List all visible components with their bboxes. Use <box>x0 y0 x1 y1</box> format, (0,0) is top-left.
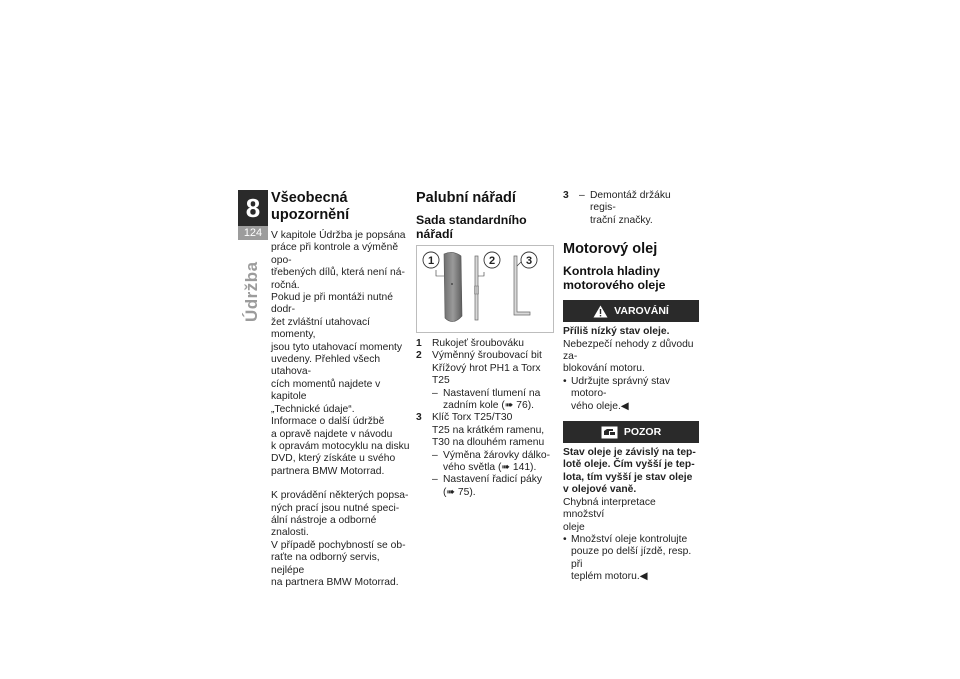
sub-item: – Demontáž držáku regis- trační značky. <box>579 190 671 226</box>
paragraph-3: Informace o další údržbě a opravě najdete v návodu k opravám motocyklu na disku DVD, který získáte u svého partnera BMW Motorrad. <box>271 416 410 477</box>
tool-item-1 <box>416 338 556 350</box>
caution-label: POZOR <box>623 425 662 438</box>
tool-item-3-continued <box>563 190 699 227</box>
paragraph-4: K provádění některých popsa- ných prací jsou nutné speci- ální nástroje a odborné znalosti. V případě pochybností se ob- raťte na odborný servis, nejlépe na partnera BMW Motorrad. <box>271 490 409 588</box>
caution-hand-icon <box>601 426 618 439</box>
screwdriver-handle-shape <box>444 252 462 321</box>
warning-text: Nebezpečí nehody z důvodu za- blokování motoru. <box>563 338 694 375</box>
tool-item-3 <box>416 412 556 499</box>
heading-general-notes: Všeobecná upozornění <box>271 190 350 223</box>
caution-text: Chybná interpretace množství oleje <box>563 496 656 533</box>
sub-item: – Nastavení řadicí páky (➠ 75). <box>432 474 543 498</box>
item-text: Rukojeť šroubováku <box>432 338 525 349</box>
page-number: 124 <box>238 226 268 240</box>
warning-banner <box>563 300 699 322</box>
subheading-oil-level: Kontrola hladiny motorového oleje <box>563 264 666 293</box>
heading-engine-oil: Motorový olej <box>563 241 658 258</box>
sub-item: – Nastavení tlumení na zadním kole (➠ 76). <box>432 387 541 412</box>
tool-kit-figure <box>416 245 554 333</box>
item-number: 3 <box>563 190 569 201</box>
callout-2-label: 2 <box>488 255 496 267</box>
callout-1-label: 1 <box>427 255 435 267</box>
chapter-number: 8 <box>238 190 268 226</box>
column-general-notes <box>271 190 411 589</box>
warning-heading: Příliš nízký stav oleje. <box>563 326 670 338</box>
warning-triangle-icon <box>593 305 608 318</box>
chapter-tab <box>238 190 268 240</box>
section-title-text: Údržba <box>242 261 261 322</box>
caution-bullet: • Množství oleje kontrolujte pouze po delší jízdě, resp. při teplém motoru.◀ <box>563 533 692 583</box>
item-number: 3 <box>416 412 422 424</box>
column-engine-oil <box>563 190 699 584</box>
tool-kit-illustration <box>417 246 553 332</box>
subheading-tool-kit: Sada standardního nářadí <box>416 213 527 241</box>
sub-item: – Výměna žárovky dálko- vého světla (➠ 141). <box>432 449 551 474</box>
warning-label: VAROVÁNÍ <box>614 305 669 318</box>
section-title-vertical <box>240 240 266 320</box>
caution-banner <box>563 421 699 443</box>
heading-onboard-tools: Palubní nářadí <box>416 190 516 206</box>
item-number: 1 <box>416 338 422 349</box>
item-text: Klíč Torx T25/T30 T25 na krátkém ramenu, T30 na dlouhém ramenu – Výměna žárovky dálko- vého světla (➠ 141). – Nastavení řadicí páky (➠ 75). <box>432 412 556 499</box>
paragraph-2: Pokud je při montáži nutné dodr- žet zvláštní utahovací momenty, jsou tyto utahovací momenty uvedeny. Přehled všech utahova- cích momentů najdete v kapitole „Technické údaje“. <box>271 292 403 415</box>
callout-3-label: 3 <box>525 255 533 267</box>
tool-item-2 <box>416 350 556 412</box>
caution-heading: Stav oleje je závislý na tep- lotě oleje. Čím vyšší je tep- lota, tím vyšší je stav oleje v olejové vaně. <box>563 447 696 496</box>
item-number: 2 <box>416 350 422 362</box>
item-text: Výměnný šroubovací bit Křížový hrot PH1 a Torx T25 – Nastavení tlumení na zadním kole (➠ 76). <box>432 350 556 412</box>
paragraph-1: V kapitole Údržba je popsána práce při kontrole a výměně opo- třebených dílů, která není ná- ročná. <box>271 230 406 291</box>
column-onboard-tools <box>416 190 556 499</box>
warning-bullet: • Udržujte správný stav motoro- vého oleje.◀ <box>563 375 671 412</box>
